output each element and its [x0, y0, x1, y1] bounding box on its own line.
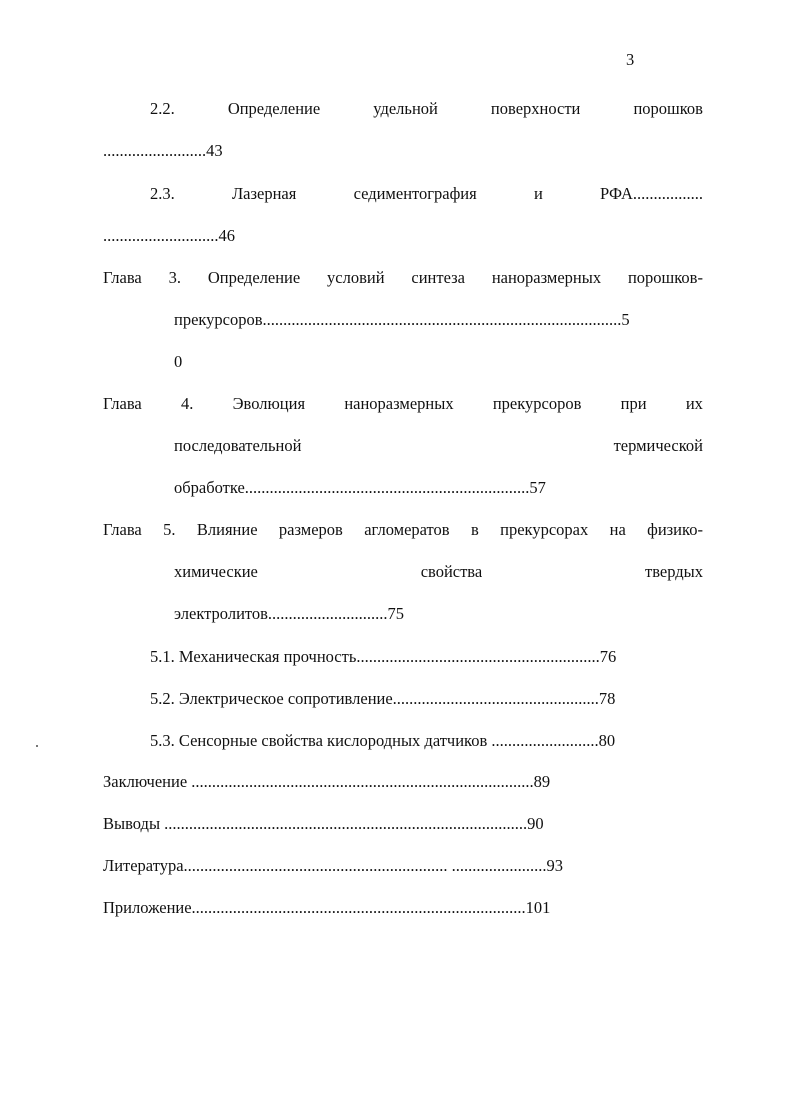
toc-word: 5.: [163, 520, 176, 539]
toc-word: Глава: [103, 268, 142, 287]
toc-entry-2-3-page: ............................46: [103, 226, 235, 245]
toc-word: химические: [174, 562, 258, 581]
toc-chapter-3-line2: прекурсоров.......................................................................................5: [174, 310, 630, 329]
toc-word: условий: [327, 268, 385, 287]
toc-word: РФА.................: [600, 184, 703, 203]
toc-chapter-4-line2: [174, 436, 703, 456]
toc-word: Определение: [207, 268, 301, 287]
toc-word: 2.3.: [150, 184, 175, 203]
toc-chapter-5-line2: [174, 562, 703, 582]
toc-word: Глава: [103, 394, 142, 413]
toc-word: удельной: [373, 99, 438, 118]
toc-chapter-5-line1: [103, 520, 703, 540]
toc-word: порошков: [633, 99, 703, 118]
toc-word: последовательной: [174, 436, 302, 455]
toc-entry-5-2: 5.2. Электрическое сопротивление..................................................78: [150, 689, 616, 708]
toc-entry-literature: Литература................................................................ .......................93: [103, 856, 564, 875]
toc-word: Лазерная: [231, 184, 297, 203]
toc-word: синтеза: [411, 268, 465, 287]
page-number: 3: [626, 50, 635, 69]
toc-word: в: [470, 520, 479, 539]
toc-word: прекурсоров: [492, 394, 582, 413]
toc-entry-5-3: 5.3. Сенсорные свойства кислородных датчиков ..........................80: [150, 731, 616, 750]
toc-word: седиментография: [353, 184, 477, 203]
toc-word: при: [620, 394, 647, 413]
toc-word: порошков-: [627, 268, 703, 287]
scan-speck: [36, 745, 38, 747]
toc-entry-conclusion: Заключение ...................................................................................89: [103, 772, 551, 791]
toc-chapter-4-line1: [103, 394, 703, 414]
toc-word: размеров: [278, 520, 343, 539]
toc-entry-5-1: 5.1. Механическая прочность...........................................................76: [150, 647, 617, 666]
toc-word: на: [609, 520, 626, 539]
toc-chapter-3-line1: [103, 268, 703, 288]
toc-word: Глава: [103, 520, 142, 539]
toc-word: свойства: [420, 562, 483, 581]
toc-word: наноразмерных: [344, 394, 454, 413]
toc-word: 3.: [168, 268, 181, 287]
toc-word: твердых: [645, 562, 703, 581]
toc-word: прекурсорах: [500, 520, 589, 539]
toc-word: и: [533, 184, 543, 203]
toc-word: 2.2.: [150, 99, 175, 118]
toc-chapter-3-line3: 0: [174, 352, 183, 371]
toc-word: агломератов: [364, 520, 450, 539]
toc-entry-2-3-line1: [150, 184, 703, 204]
toc-word: наноразмерных: [491, 268, 602, 287]
toc-entry-appendix: Приложение.................................................................................101: [103, 898, 551, 917]
toc-word: Определение: [227, 99, 321, 118]
toc-chapter-5-line3: электролитов.............................75: [174, 604, 405, 623]
toc-word: термической: [613, 436, 703, 455]
toc-entry-2-2-line1: [150, 99, 703, 119]
toc-word: поверхности: [490, 99, 581, 118]
toc-chapter-4-line3: обработке.....................................................................57: [174, 478, 546, 497]
toc-entry-2-2-page: .........................43: [103, 141, 223, 160]
toc-word: Влияние: [196, 520, 258, 539]
toc-word: 4.: [181, 394, 194, 413]
toc-word: физико-: [647, 520, 703, 539]
toc-entry-findings: Выводы ........................................................................................90: [103, 814, 544, 833]
toc-word: их: [685, 394, 703, 413]
toc-word: Эволюция: [232, 394, 306, 413]
